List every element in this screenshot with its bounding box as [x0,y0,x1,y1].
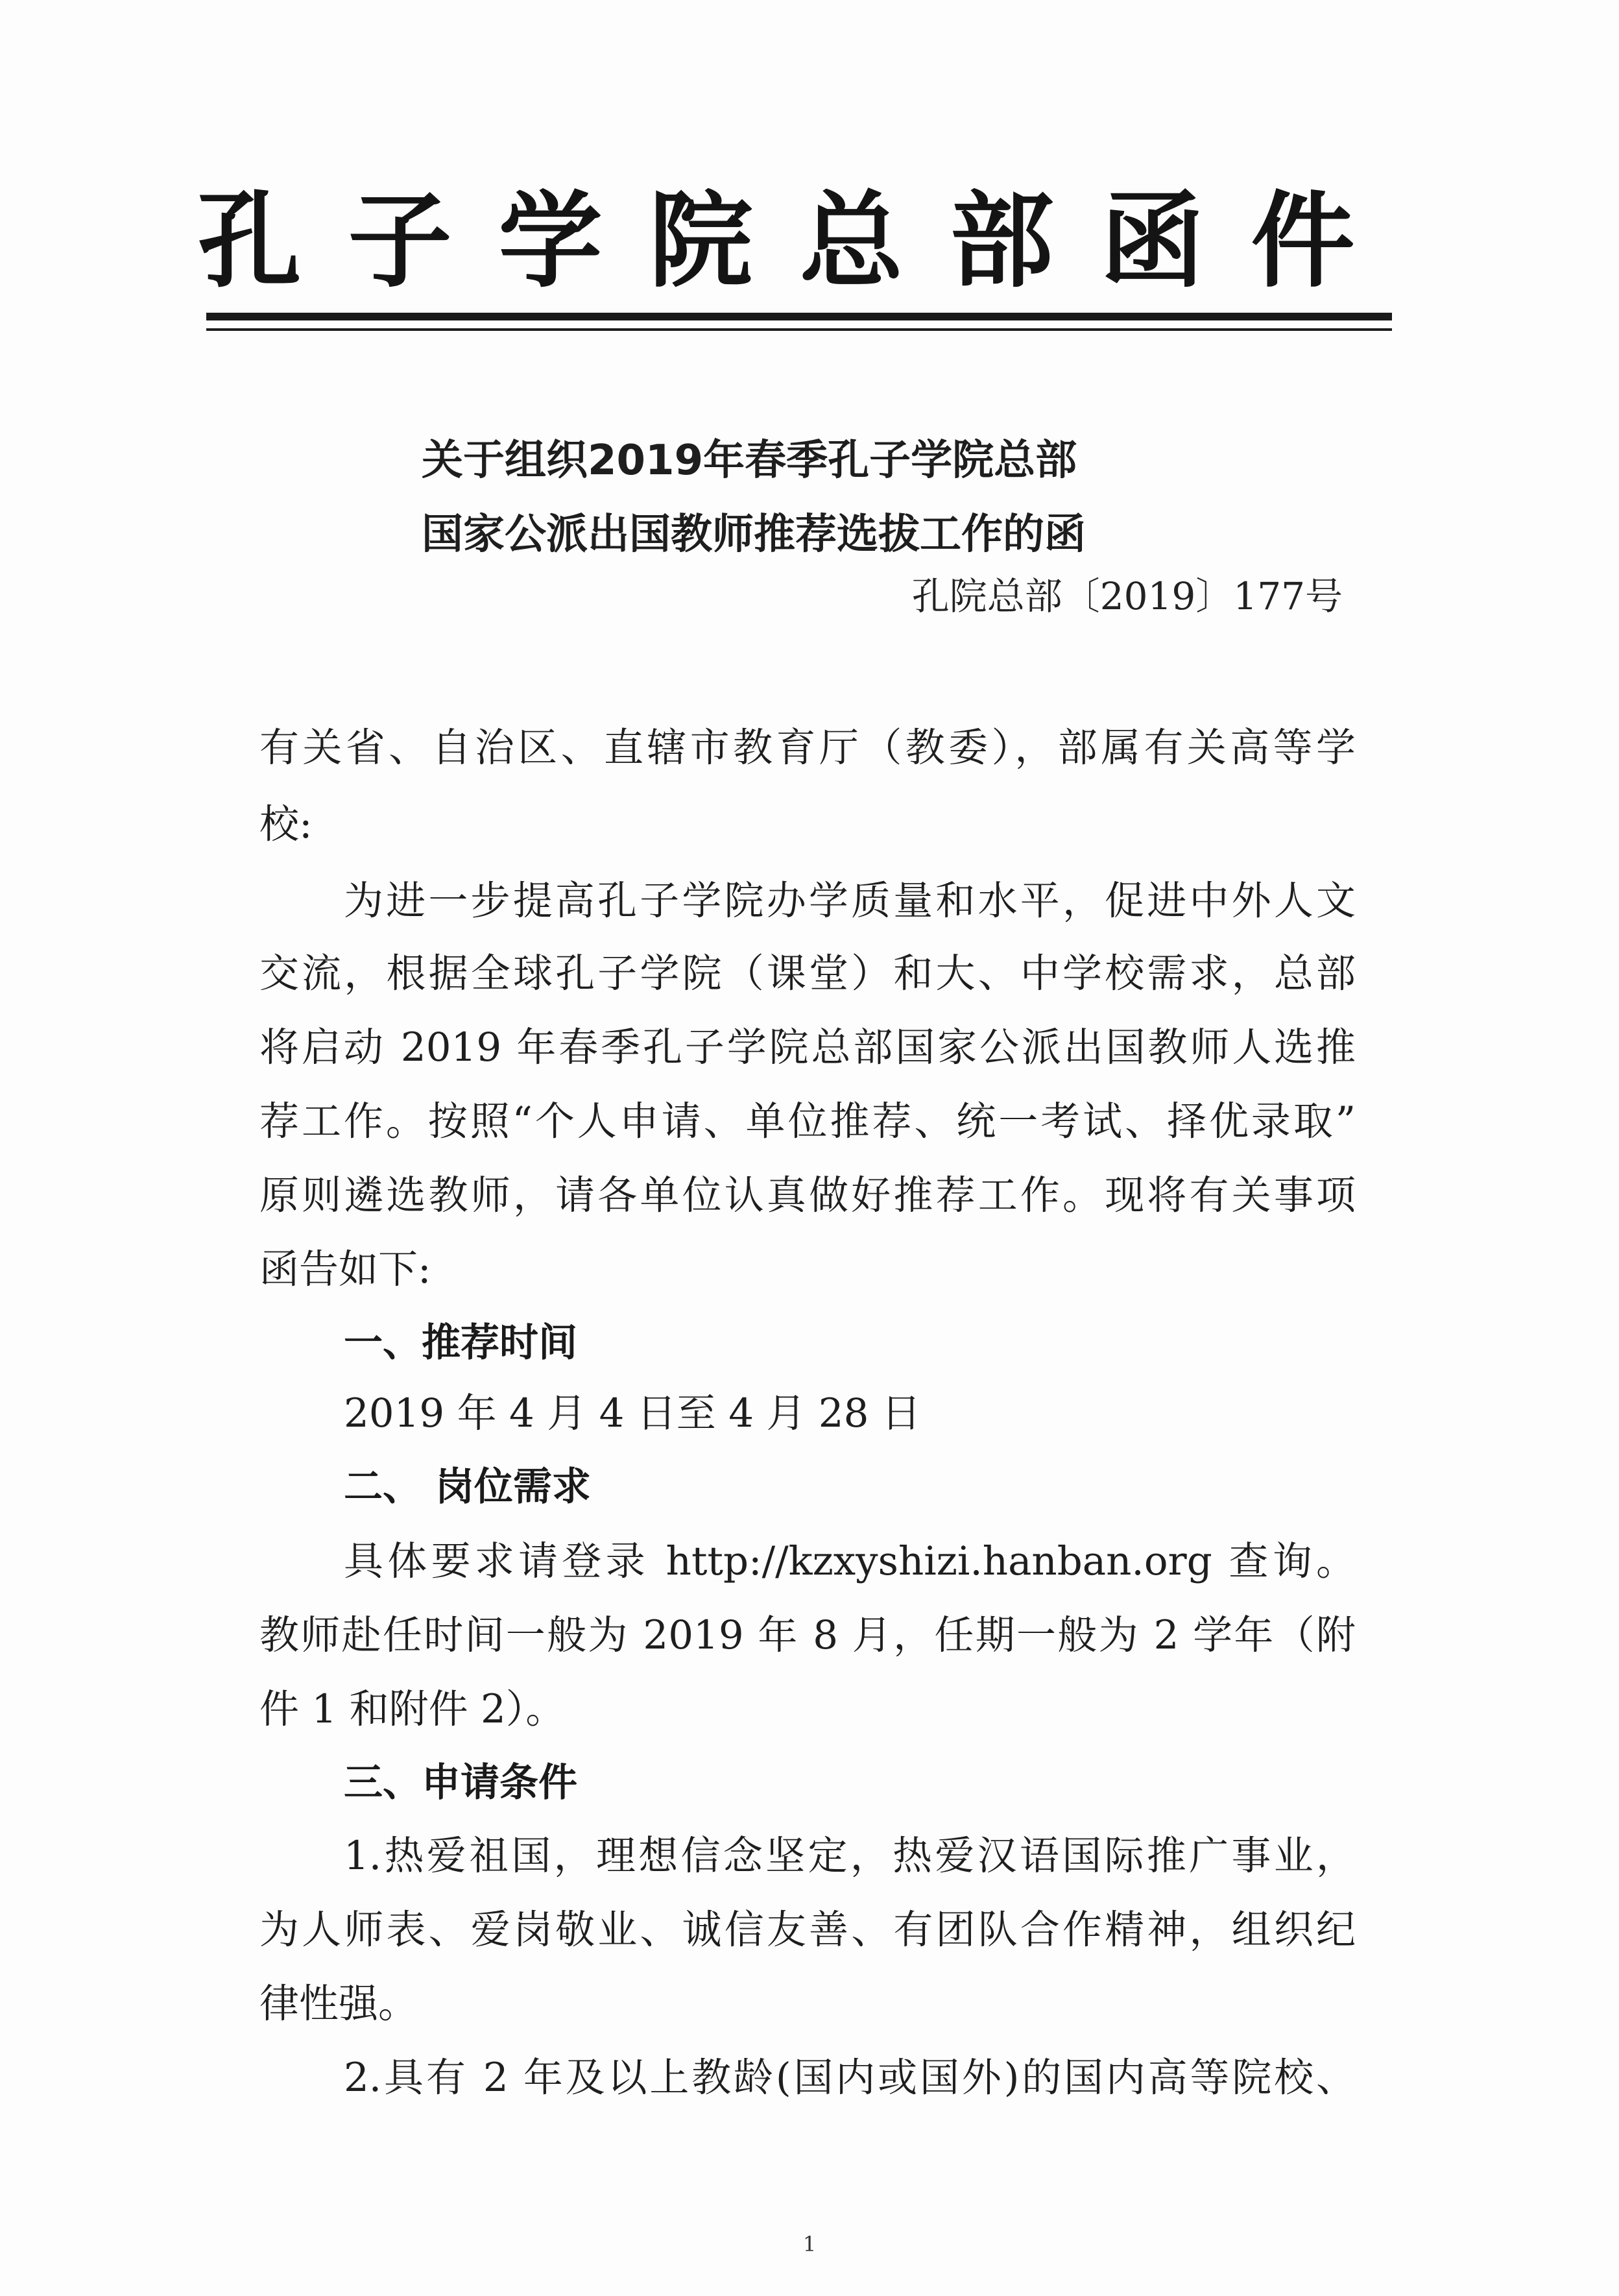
requirement-line-1: 具体要求请登录 http://kzxyshizi.hanban.org 查询。 [344,1538,1356,1584]
addressee-line-2: 校: [259,801,313,847]
condition-1-line-1: 1.热爱祖国，理想信念坚定，热爱汉语国际推广事业， [344,1833,1356,1879]
condition-1-line-3: 律性强。 [259,1981,418,2027]
intro-line-5: 原则遴选教师，请各单位认真做好推荐工作。现将有关事项 [259,1172,1356,1218]
letterhead-rule-thick [206,313,1392,320]
document-title-line-2: 国家公派出国教师推荐选拔工作的函 [422,511,1086,559]
intro-line-4: 荐工作。按照“个人申请、单位推荐、统一考试、择优录取” [259,1098,1356,1144]
section-heading-3: 三、申请条件 [344,1760,577,1806]
letterhead-title [197,167,1402,302]
document-title-line-1: 关于组织2019年春季孔子学院总部 [422,437,1077,485]
intro-line-6: 函告如下: [259,1246,431,1292]
addressee-line-1: 有关省、自治区、直辖市教育厅（教委），部属有关高等学 [259,725,1356,771]
intro-line-2: 交流，根据全球孔子学院（课堂）和大、中学校需求，总部 [259,950,1356,997]
condition-2-line-1: 2.具有 2 年及以上教龄(国内或国外)的国内高等院校、 [344,2055,1356,2101]
condition-1-line-2: 为人师表、爱岗敬业、诚信友善、有团队合作精神，组织纪 [259,1907,1356,1953]
section-heading-2: 二、 岗位需求 [344,1464,591,1510]
recommend-time: 2019 年 4 月 4 日至 4 月 28 日 [344,1390,921,1436]
requirement-line-2: 教师赴任时间一般为 2019 年 8 月，任期一般为 2 学年（附 [259,1612,1356,1658]
letterhead-text: 孔子学院总部函件 [197,180,1402,302]
document-number: 孔院总部〔2019〕177号 [911,574,1343,618]
intro-line-1: 为进一步提高孔子学院办学质量和水平，促进中外人文 [344,878,1356,924]
intro-line-3: 将启动 2019 年春季孔子学院总部国家公派出国教师人选推 [259,1024,1356,1070]
page-number: 1 [802,2232,817,2256]
requirement-line-3: 件 1 和附件 2）。 [259,1686,566,1732]
letterhead-rule-thin [206,328,1392,331]
section-heading-1: 一、推荐时间 [344,1320,577,1366]
